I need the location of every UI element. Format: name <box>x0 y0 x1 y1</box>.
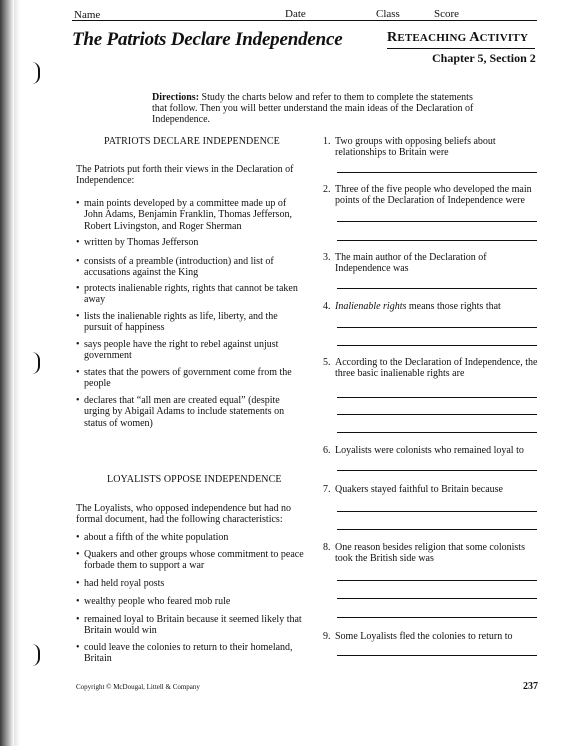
question-text: Loyalists were colonists who remained loyal to <box>335 445 524 456</box>
list-item: • wealthy people who feared mob rule <box>76 596 304 607</box>
directions <box>152 92 474 125</box>
patriots-intro: The Patriots put forth their views in the Declaration of Independence: <box>76 164 294 187</box>
copyright-notice: Copyright © McDougal, Littell & Company <box>76 683 200 691</box>
directions-label: Directions: <box>152 92 200 103</box>
activity-label-text: ETEACHING <box>397 32 470 44</box>
answer-line-4b[interactable] <box>337 345 537 346</box>
loyalists-heading: LOYALISTS OPPOSE INDEPENDENCE <box>107 474 282 485</box>
list-item: • could leave the colonies to return to their homeland, Britain <box>76 642 304 665</box>
question-2 <box>323 184 538 207</box>
question-text: One reason besides religion that some colonists took the British side was <box>335 542 525 565</box>
answer-line-5b[interactable] <box>337 414 537 415</box>
question-3 <box>323 252 538 275</box>
question-number: 1. <box>323 136 331 147</box>
question-text: According to the Declaration of Independence, the three basic inalienable rights are <box>335 357 538 380</box>
question-number: 5. <box>323 357 331 368</box>
question-9 <box>323 631 538 642</box>
question-text: Three of the five people who developed the main points of the Declaration of Independence were <box>335 184 532 207</box>
question-8 <box>323 542 538 565</box>
question-5 <box>323 357 538 380</box>
answer-line-6[interactable] <box>337 470 537 471</box>
question-1 <box>323 136 538 159</box>
name-label: Name <box>74 9 101 21</box>
page-title: The Patriots Declare Independence <box>72 29 343 50</box>
question-4 <box>323 301 538 312</box>
chapter-label: Chapter 5, Section 2 <box>432 51 536 65</box>
loyalists-intro: The Loyalists, who opposed independence but had no formal document, had the following characteristics: <box>76 503 291 526</box>
list-item: • consists of a preamble (introduction) and list of accusations against the King <box>76 256 304 279</box>
answer-line-8a[interactable] <box>337 580 537 581</box>
answer-line-5c[interactable] <box>337 432 537 433</box>
answer-line-7a[interactable] <box>337 511 537 512</box>
score-label: Score <box>434 8 460 20</box>
question-number: 6. <box>323 445 331 456</box>
question-number: 3. <box>323 252 331 263</box>
question-text: means those rights that <box>406 301 501 312</box>
binding-edge-fade <box>14 0 20 746</box>
question-italic-term: Inalienable rights <box>335 301 407 312</box>
class-label: Class <box>376 8 400 20</box>
question-number: 9. <box>323 631 331 642</box>
list-item: • Quakers and other groups whose commitment to peace forbade them to support a war <box>76 549 304 572</box>
answer-line-3[interactable] <box>337 288 537 289</box>
answer-line-2b[interactable] <box>337 240 537 241</box>
question-text: Two groups with opposing beliefs about relationships to Britain were <box>335 136 496 159</box>
answer-line-8b[interactable] <box>337 598 537 599</box>
question-number: 4. <box>323 301 331 312</box>
answer-line-9[interactable] <box>337 655 537 656</box>
question-text: Some Loyalists fled the colonies to return to <box>335 631 513 642</box>
page-number: 237 <box>523 681 538 692</box>
punch-hole-middle <box>32 352 40 374</box>
answer-line-2a[interactable] <box>337 221 537 222</box>
answer-line-8c[interactable] <box>337 617 537 618</box>
question-7 <box>323 484 538 495</box>
answer-line-7b[interactable] <box>337 529 537 530</box>
question-number: 2. <box>323 184 331 195</box>
activity-rule <box>387 48 535 49</box>
list-item: • says people have the right to rebel against unjust government <box>76 339 304 362</box>
binding-edge-shadow <box>0 0 14 746</box>
answer-line-1[interactable] <box>337 172 537 173</box>
list-item: • states that the powers of government come from the people <box>76 367 304 390</box>
answer-line-4a[interactable] <box>337 327 537 328</box>
list-item: • declares that “all men are created equal” (despite urging by Abigail Adams to include statements on status of women) <box>76 395 304 429</box>
question-number: 7. <box>323 484 331 495</box>
list-item: • written by Thomas Jefferson <box>76 237 304 248</box>
list-item: • main points developed by a committee made up of John Adams, Benjamin Franklin, Thomas Jefferson, Robert Livingston, and Roger Sherman <box>76 198 304 232</box>
question-text: The main author of the Declaration of Independence was <box>335 252 487 275</box>
answer-line-5a[interactable] <box>337 397 537 398</box>
punch-hole-bottom <box>32 644 40 666</box>
question-text: Quakers stayed faithful to Britain because <box>335 484 503 495</box>
list-item: • remained loyal to Britain because it seemed likely that Britain would win <box>76 614 304 637</box>
header-rule <box>72 20 537 21</box>
punch-hole-top <box>32 62 40 84</box>
list-item: • lists the inalienable rights as life, liberty, and the pursuit of happiness <box>76 311 304 334</box>
question-number: 8. <box>323 542 331 553</box>
activity-label: RETEACHING ACTIVITY <box>387 30 529 45</box>
list-item: • about a fifth of the white population <box>76 532 304 543</box>
question-6 <box>323 445 538 456</box>
list-item: • protects inalienable rights, rights that cannot be taken away <box>76 283 304 306</box>
list-item: • had held royal posts <box>76 578 304 589</box>
date-label: Date <box>285 8 306 20</box>
patriots-heading: PATRIOTS DECLARE INDEPENDENCE <box>104 136 280 147</box>
directions-text: Study the charts below and refer to them to complete the statements that follow. Then you will better understand the main ideas of the Declaration of Independence. <box>152 92 474 125</box>
